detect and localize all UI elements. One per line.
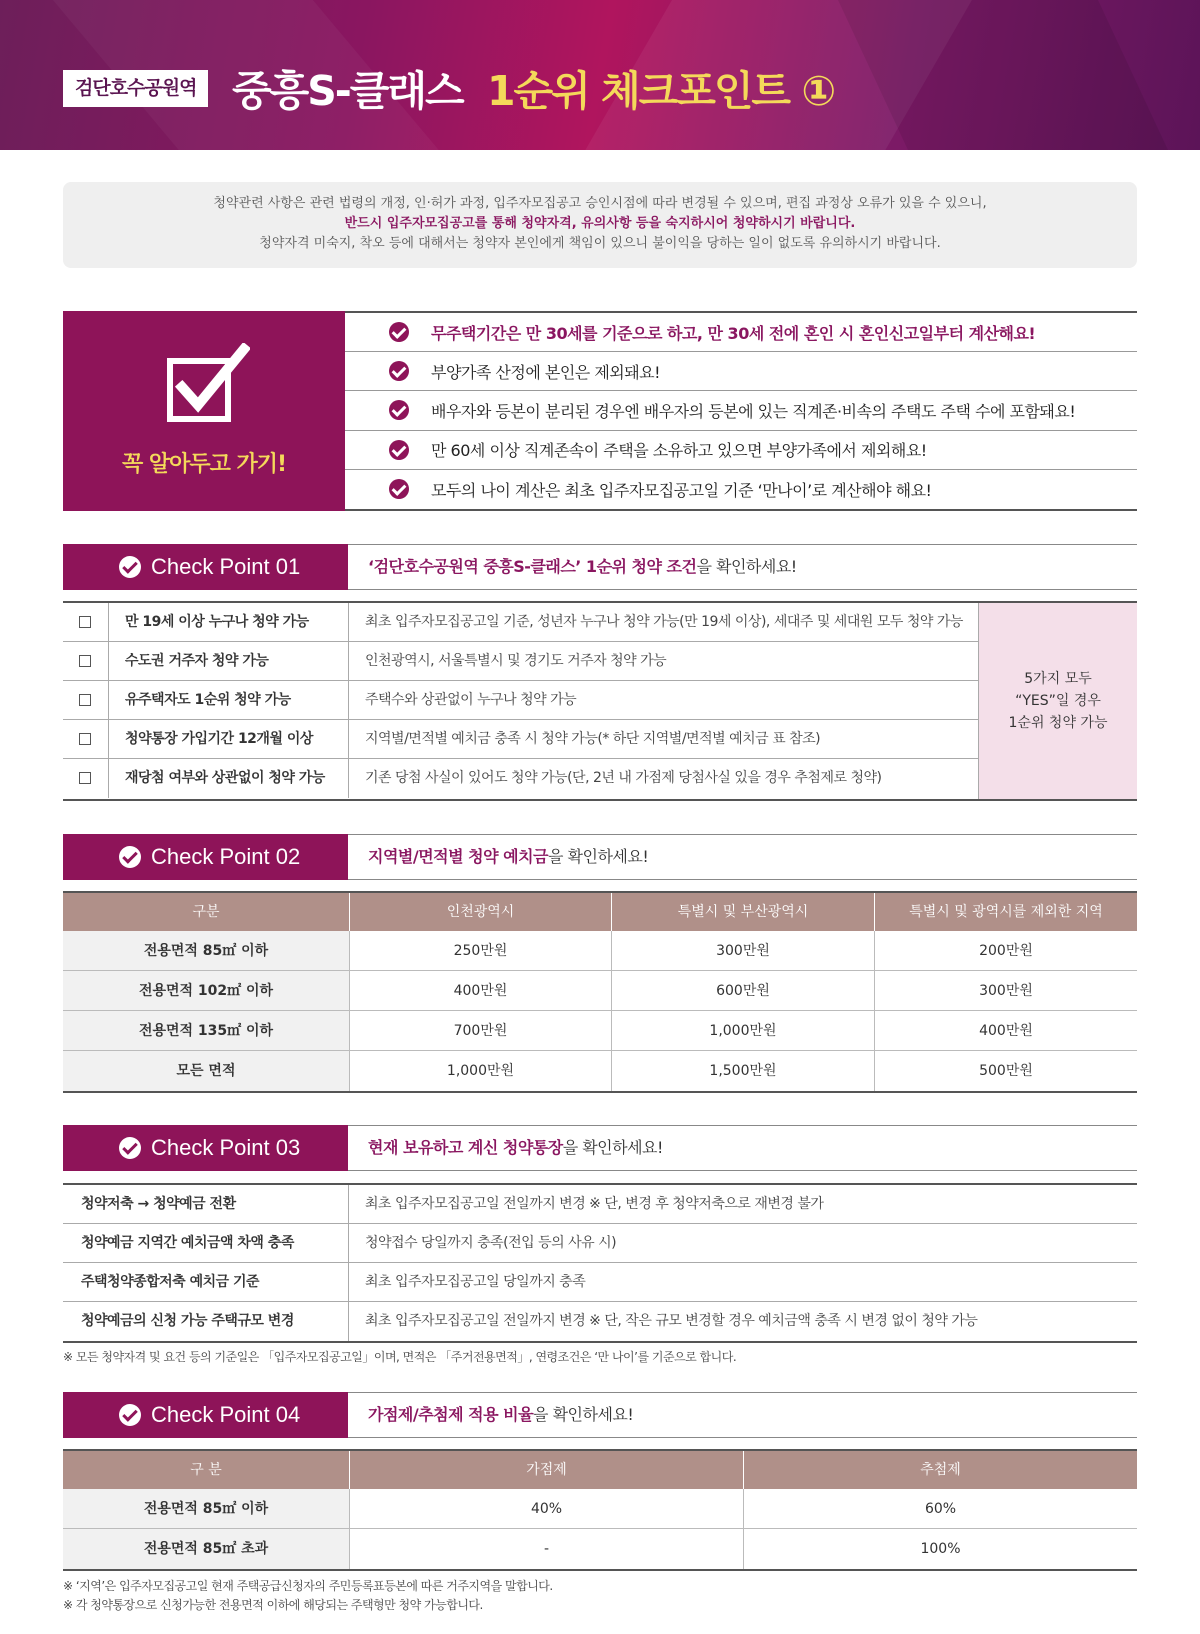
must-know-item: 모두의 나이 계산은 최초 입주자모집공고일 기준 ‘만나이’로 계산해야 해요! [345, 470, 1137, 509]
checkpoint-04-footnote-1: ※ ‘지역’은 입주자모집공고일 현재 주택공급신청자의 주민등록표등본에 따른 거주지역을 말합니다. [63, 1579, 553, 1593]
condition-label: 유주택자도 1순위 청약 가능 [109, 681, 349, 720]
table-row: 청약예금 지역간 예치금액 차액 충족 청약접수 당일까지 충족(전입 등의 사유 시) [63, 1224, 1137, 1263]
table-row: 청약예금의 신청 가능 주택규모 변경 최초 입주자모집공고일 전일까지 변경 ※ 단, 작은 규모 변경할 경우 예치금액 충족 시 변경 없이 청약 가능 [63, 1302, 1137, 1341]
condition-label: 수도권 거주자 청약 가능 [109, 642, 349, 681]
condition-text: 주택수와 상관없이 누구나 청약 가능 [365, 692, 577, 708]
condition-text: 기존 당첨 사실이 있어도 청약 가능(단, 2년 내 가점제 당첨사실 있을 경우 추첨제로 청약) [365, 770, 882, 786]
table-cell: 700만원 [349, 1011, 611, 1051]
table-cell: 전용면적 85㎡ 이하 [63, 931, 349, 971]
table-cell: 전용면적 85㎡ 초과 [63, 1529, 349, 1569]
table-cell: 모든 면적 [63, 1051, 349, 1091]
check-circle-icon [389, 440, 409, 460]
table-cell: 1,000만원 [611, 1011, 874, 1051]
check-circle-icon [389, 361, 409, 381]
condition-checkbox[interactable] [63, 642, 109, 681]
column-header: 구 분 [63, 1451, 349, 1489]
condition-text: 최초 입주자모집공고일 기준, 성년자 누구나 청약 가능(만 19세 이상), 세대주 및 세대원 모두 청약 가능 [365, 614, 963, 630]
table-row [63, 642, 978, 681]
check-circle-icon [119, 1137, 141, 1159]
condition-checkbox[interactable] [63, 681, 109, 720]
notice-line-3: 청약자격 미숙지, 착오 등에 대해서는 청약자 본인에게 책임이 있으니 불이익을 당하는 일이 없도록 유의하시기 바랍니다. [259, 236, 941, 251]
checkpoint-01-header [63, 544, 1137, 590]
ratio-table [63, 1449, 1137, 1571]
checkpoint-03-tag: Check Point 03 [63, 1125, 348, 1171]
table-cell: 40% [349, 1489, 743, 1529]
table-cell: 300만원 [874, 971, 1137, 1011]
checkpoint-04-tag: Check Point 04 [63, 1392, 348, 1438]
checkpoint-03-desc: 현재 보유하고 계신 청약통장을 확인하세요! [368, 1138, 663, 1157]
header-title: 중흥S-클래스 [232, 67, 463, 115]
checkpoint-03-header [63, 1125, 1137, 1171]
table-cell: 전용면적 85㎡ 이하 [63, 1489, 349, 1529]
table-cell: 전용면적 102㎡ 이하 [63, 971, 349, 1011]
table-row [63, 603, 978, 642]
notice-line-2: 반드시 입주자모집공고를 통해 청약자격, 유의사항 등을 숙지하시어 청약하시기 바랍니다. [344, 216, 856, 231]
table-cell: - [349, 1529, 743, 1569]
must-know-label: 꼭 알아두고 가기! [121, 452, 287, 477]
checkpoint-01-table [63, 601, 1137, 801]
check-circle-icon [119, 846, 141, 868]
condition-label: 청약통장 가입기간 12개월 이상 [109, 720, 349, 759]
table-row: 주택청약종합저축 예치금 기준 최초 입주자모집공고일 당일까지 충족 [63, 1263, 1137, 1302]
checkbox-check-icon [166, 343, 250, 425]
header-subtitle: 1순위 체크포인트 ① [487, 67, 835, 115]
check-circle-icon [119, 556, 141, 578]
table-cell: 400만원 [874, 1011, 1137, 1051]
checkpoint-04-header [63, 1392, 1137, 1438]
table-cell: 100% [743, 1529, 1137, 1569]
checkpoint-03-footnote: ※ 모든 청약자격 및 요건 등의 기준일은 「입주자모집공고일」이며, 면적은 「주거전용면적」, 연령조건은 ‘만 나이’를 기준으로 합니다. [63, 1350, 737, 1364]
condition-checkbox[interactable] [63, 759, 109, 798]
table-cell: 600만원 [611, 971, 874, 1011]
checkpoint-02-header [63, 834, 1137, 880]
station-badge: 검단호수공원역 [63, 70, 208, 107]
check-circle-icon [119, 1404, 141, 1426]
table-row [63, 681, 978, 720]
checkpoint-01-tag: Check Point 01 [63, 544, 348, 590]
deposit-table [63, 891, 1137, 1093]
checkpoint-02-desc: 지역별/면적별 청약 예치금을 확인하세요! [368, 847, 649, 866]
table-cell: 200만원 [874, 931, 1137, 971]
table-row [63, 759, 978, 798]
condition-checkbox[interactable] [63, 720, 109, 759]
table-row [63, 720, 978, 759]
column-header: 구분 [63, 893, 349, 931]
table-cell: 400만원 [349, 971, 611, 1011]
checkpoint-04-footnote-2: ※ 각 청약통장으로 신청가능한 전용면적 이하에 해당되는 주택형만 청약 가능합니다. [63, 1598, 483, 1612]
condition-text: 지역별/면적별 예치금 충족 시 청약 가능(* 하단 지역별/면적별 예치금 표 참조) [365, 731, 821, 747]
table-cell: 500만원 [874, 1051, 1137, 1091]
table-cell: 60% [743, 1489, 1137, 1529]
header-banner [0, 0, 1200, 150]
must-know-item: 무주택기간은 만 30세를 기준으로 하고, 만 30세 전에 혼인 시 혼인신고일부터 계산해요! [345, 313, 1137, 352]
column-header: 특별시 및 부산광역시 [611, 893, 874, 931]
must-know-item: 만 60세 이상 직계존속이 주택을 소유하고 있으면 부양가족에서 제외해요! [345, 431, 1137, 470]
table-cell: 1,000만원 [349, 1051, 611, 1091]
column-header: 추첨제 [743, 1451, 1137, 1489]
must-know-section [63, 311, 1137, 511]
column-header: 가점제 [349, 1451, 743, 1489]
column-header: 인천광역시 [349, 893, 611, 931]
check-circle-icon [389, 322, 409, 342]
condition-label: 만 19세 이상 누구나 청약 가능 [109, 603, 349, 642]
check-circle-icon [389, 400, 409, 420]
condition-label: 재당첨 여부와 상관없이 청약 가능 [109, 759, 349, 798]
condition-checkbox[interactable] [63, 603, 109, 642]
notice-box [63, 182, 1137, 268]
checkpoint-04-desc: 가점제/추첨제 적용 비율을 확인하세요! [368, 1405, 634, 1424]
must-know-item: 배우자와 등본이 분리된 경우엔 배우자의 등본에 있는 직계존·비속의 주택도 주택 수에 포함돼요! [345, 391, 1137, 430]
column-header: 특별시 및 광역시를 제외한 지역 [874, 893, 1137, 931]
table-cell: 1,500만원 [611, 1051, 874, 1091]
check-circle-icon [389, 479, 409, 499]
table-cell: 전용면적 135㎡ 이하 [63, 1011, 349, 1051]
savings-account-table [63, 1183, 1137, 1343]
must-know-panel [63, 311, 345, 511]
table-row: 청약저축 → 청약예금 전환 최초 입주자모집공고일 전일까지 변경 ※ 단, 변경 후 청약저축으로 재변경 불가 [63, 1185, 1137, 1224]
all-yes-note: 5가지 모두 “YES”일 경우 1순위 청약 가능 [978, 603, 1137, 799]
table-cell: 300만원 [611, 931, 874, 971]
notice-line-1: 청약관련 사항은 관련 법령의 개정, 인·허가 과정, 입주자모집공고 승인시점에 따라 변경될 수 있으며, 편집 과정상 오류가 있을 수 있으니, [213, 196, 987, 211]
condition-text: 인천광역시, 서울특별시 및 경기도 거주자 청약 가능 [365, 653, 667, 669]
table-cell: 250만원 [349, 931, 611, 971]
checkpoint-02-tag: Check Point 02 [63, 834, 348, 880]
checkpoint-01-desc: ‘검단호수공원역 중흥S-클래스’ 1순위 청약 조건을 확인하세요! [368, 557, 797, 576]
must-know-item: 부양가족 산정에 본인은 제외돼요! [345, 352, 1137, 391]
must-know-list [345, 311, 1137, 511]
